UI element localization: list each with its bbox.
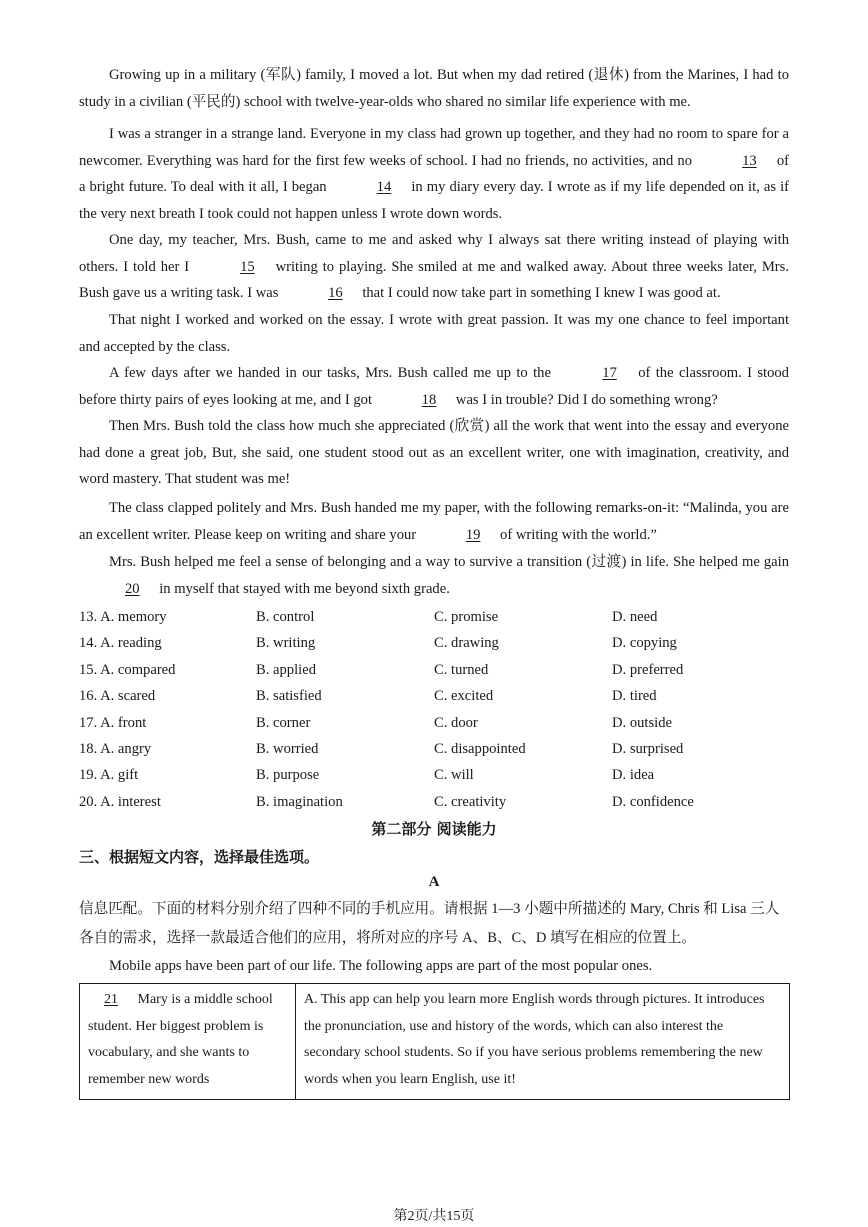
option[interactable]: 19. A. gift <box>79 767 139 784</box>
blank-20[interactable] <box>79 576 156 603</box>
paragraph-text: of the classroom. I stood before thirty pairs of eyes looking at me, and I got <box>79 365 789 408</box>
option[interactable]: B. worried <box>256 740 319 757</box>
question-options-19 <box>79 762 799 788</box>
part-heading: 三、根据短文内容，选择最佳选项。 <box>79 848 320 866</box>
blank-17[interactable] <box>556 360 633 387</box>
blank-18[interactable] <box>376 387 453 414</box>
option[interactable]: B. imagination <box>256 793 343 810</box>
question-options-20 <box>79 789 799 815</box>
passage-paragraph-7 <box>79 495 789 548</box>
blank-21[interactable] <box>88 987 134 1014</box>
paragraph-text: of writing with the world.” <box>496 526 657 543</box>
passage-letter: A <box>428 874 440 890</box>
option[interactable]: D. tired <box>612 688 657 705</box>
question-options-18 <box>79 736 799 762</box>
option[interactable]: C. creativity <box>434 793 507 810</box>
option[interactable]: C. turned <box>434 661 489 678</box>
option[interactable]: D. idea <box>612 767 655 784</box>
paragraph-text: A few days after we handed in our tasks, Mrs. Bush called me up to the <box>109 365 557 381</box>
passage-paragraph-5 <box>79 360 789 413</box>
paragraph-text: Growing up in a military (军队) family, I moved a lot. But when my dad retired (退休) from the Marines, I had to study in a civilian (平民的) school with twelve-year-olds who shared no similar life experience with me. <box>79 67 789 110</box>
blank-number: 19 <box>465 526 481 543</box>
blank-19[interactable] <box>420 522 497 549</box>
option[interactable]: D. confidence <box>612 793 694 810</box>
option[interactable]: B. applied <box>256 661 316 678</box>
paragraph-text: was I in trouble? Did I do something wrong? <box>452 391 718 408</box>
option[interactable]: B. purpose <box>256 767 320 784</box>
paragraph-text: One day, my teacher, Mrs. Bush, came to me and asked why I always sat there writing instead of playing with others. I told her I <box>79 232 789 275</box>
option[interactable]: 16. A. scared <box>79 688 156 705</box>
option[interactable]: B. corner <box>256 714 311 731</box>
passage-paragraph-2 <box>79 121 789 227</box>
passage-paragraph-6 <box>79 413 789 493</box>
paragraph-text: That night I worked and worked on the essay. I wrote with great passion. It was my one chance to feel important and accepted by the class. <box>79 312 789 355</box>
paragraph-text: writing to playing. She smiled at me and walked away. About three weeks later, Mrs. Bush gave us a writing task. I was <box>79 258 789 301</box>
paragraph-text: that I could now take part in something I knew I was good at. <box>358 285 721 301</box>
person-description: Mary is a middle school student. Her biggest problem is vocabulary, and she wants to remember new words <box>88 992 273 1087</box>
app-description: A. This app can help you learn more English words through pictures. It introduces the pronunciation, use and history of the words, which can also interest the secondary school students. So if you have serious problems remembering the new words when you learn English, use it! <box>304 992 765 1087</box>
table-row <box>80 984 790 1100</box>
blank-number: 16 <box>328 285 343 301</box>
option[interactable]: 14. A. reading <box>79 635 162 652</box>
option[interactable]: C. excited <box>434 688 494 705</box>
blank-number: 15 <box>240 258 255 275</box>
paragraph-text: in my diary every day. I wrote as if my life depended on it, as if the very next breath I took could not happen unless I wrote down words. <box>79 179 789 222</box>
option[interactable]: C. drawing <box>434 635 499 652</box>
app-cell <box>296 984 790 1100</box>
option[interactable]: C. promise <box>434 609 499 625</box>
paragraph-text: of a bright future. To deal with it all, I began <box>79 152 789 195</box>
option[interactable]: D. preferred <box>612 661 684 678</box>
paragraph-text: Then Mrs. Bush told the class how much she appreciated (欣赏) all the work that went into the essay and everyone had done a great job, But, she said, one student stood out as an excellent writer, one with imagination, creativity, and word mastery. That student was me! <box>79 418 789 487</box>
option[interactable]: C. will <box>434 767 474 784</box>
question-options-17 <box>79 710 799 736</box>
option[interactable]: 20. A. interest <box>79 793 161 810</box>
option[interactable]: B. satisfied <box>256 688 322 705</box>
paragraph-text: in myself that stayed with me beyond sixth grade. <box>155 580 450 597</box>
blank-number: 14 <box>376 179 392 195</box>
paragraph-text: I was a stranger in a strange land. Everyone in my class had grown up together, and they had no room to spare for a newcomer. Everything was hard for the first few weeks of school. I had no friends, no activities, and no <box>79 126 789 169</box>
section-title: 第二部分 阅读能力 <box>371 820 497 838</box>
option[interactable]: B. control <box>256 609 315 625</box>
blank-14[interactable] <box>331 174 408 201</box>
blank-number: 13 <box>742 152 757 169</box>
matching-table <box>79 983 790 1100</box>
option[interactable]: 13. A. memory <box>79 609 167 625</box>
passage-paragraph-3 <box>79 227 789 307</box>
question-options-15 <box>79 657 799 683</box>
question-options-13 <box>79 604 799 630</box>
blank-15[interactable] <box>194 254 271 281</box>
instructions: 信息匹配。下面的材料分别介绍了四种不同的手机应用。请根据 1—3 小题中所描述的 Mary, Chris 和 Lisa 三人各自的需求，选择一款最适合他们的应用，将所对应的序号 A、B、C、D 填写在相应的位置上。 <box>79 901 780 946</box>
option[interactable]: C. door <box>434 714 478 731</box>
question-options-16 <box>79 683 799 709</box>
blank-16[interactable] <box>282 280 359 307</box>
option[interactable]: D. need <box>612 609 658 625</box>
option[interactable]: C. disappointed <box>434 740 526 757</box>
option[interactable]: D. copying <box>612 635 677 652</box>
page-number: 第2页/共15页 <box>393 1209 475 1224</box>
passage-paragraph-8 <box>79 549 789 602</box>
option[interactable]: B. writing <box>256 635 316 652</box>
option[interactable]: 17. A. front <box>79 714 147 731</box>
blank-number: 20 <box>125 580 140 597</box>
passage-paragraph-4 <box>79 307 789 360</box>
option[interactable]: 15. A. compared <box>79 661 176 678</box>
option[interactable]: D. outside <box>612 714 672 731</box>
question-options-14 <box>79 630 799 656</box>
blank-number: 21 <box>104 992 118 1007</box>
option[interactable]: 18. A. angry <box>79 740 152 757</box>
passage-paragraph-1 <box>79 62 789 115</box>
blank-13[interactable] <box>696 148 773 175</box>
options-list <box>79 604 799 815</box>
person-cell <box>80 984 296 1100</box>
blank-number: 17 <box>602 365 617 381</box>
paragraph-text: The class clapped politely and Mrs. Bush handed me my paper, with the following remarks-on-it: “Malinda, you are an excellent writer. Please keep on writing and share your <box>79 500 789 543</box>
paragraph-text: Mrs. Bush helped me feel a sense of belonging and a way to survive a transition (过渡) in life. She helped me gain <box>109 554 789 570</box>
intro-text: Mobile apps have been part of our life. The following apps are part of the most popular ones. <box>109 958 653 974</box>
blank-number: 18 <box>421 391 437 408</box>
option[interactable]: D. surprised <box>612 740 684 757</box>
